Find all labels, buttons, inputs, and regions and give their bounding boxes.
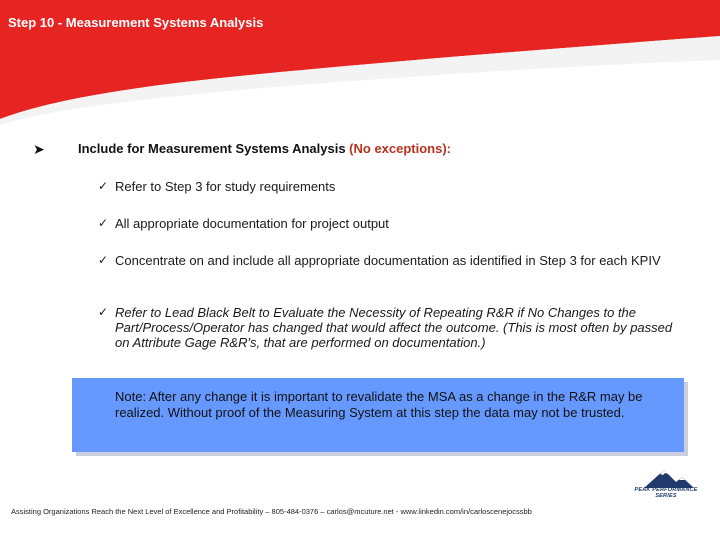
list-item-text: Refer to Lead Black Belt to Evaluate the Necessity of Repeating R&R if No Changes to the Part/Process/Operator has changed that would affect the outcome. (This is most often by passed on Attribute Gage R&R's, that are performed on documentation.) (115, 305, 673, 350)
logo-text: PEAK PERFORMANCE SERIES (634, 487, 698, 499)
no-exceptions-label: (No exceptions): (349, 141, 452, 156)
list-item (98, 305, 683, 350)
checkmark-icon: ✓ (98, 253, 109, 267)
list-item-text: Concentrate on and include all appropriate documentation as identified in Step 3 for each KPIV (115, 253, 661, 268)
list-item (98, 216, 683, 231)
list-item-text: All appropriate documentation for project output (115, 216, 389, 231)
list-item (98, 179, 683, 194)
checkmark-icon: ✓ (98, 216, 109, 230)
main-bullet-label: Include for Measurement Systems Analysis (78, 141, 350, 156)
page-title: Step 10 - Measurement Systems Analysis (8, 15, 264, 30)
arrowhead-bullet-icon: ➤ (33, 141, 45, 157)
list-item (98, 253, 683, 268)
list-item-text: Refer to Step 3 for study requirements (115, 179, 336, 194)
checkmark-icon: ✓ (98, 305, 109, 319)
note-text: Note: After any change it is important to revalidate the MSA as a change in the R&R may be realized. Without proof of the Measuring System at this step the data may not be trusted. (115, 389, 643, 420)
header-banner (0, 0, 720, 125)
note-box (72, 378, 684, 452)
footer-contact: Assisting Organizations Reach the Next Level of Excellence and Profitability – 805-484-0376 – carlos@mcuture.net - www.linkedin.com/in/carloscenejocssbb (11, 507, 532, 516)
checkmark-icon: ✓ (98, 179, 109, 193)
main-bullet-text (78, 141, 698, 156)
